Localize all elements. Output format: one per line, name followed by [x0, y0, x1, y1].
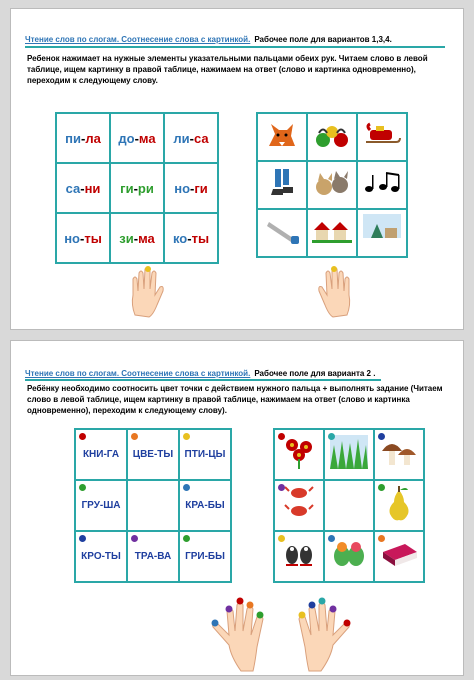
color-dot	[378, 535, 385, 542]
music-notes-icon	[363, 171, 401, 195]
syllable-separator: -	[133, 180, 138, 196]
syllable-separator: -	[189, 130, 194, 146]
syllable: ты	[84, 230, 102, 246]
color-dot	[131, 535, 138, 542]
color-dot	[183, 535, 190, 542]
finger-dot	[226, 606, 233, 613]
word-cell[interactable]	[164, 163, 218, 213]
houses-icon	[312, 216, 352, 246]
color-dot	[131, 433, 138, 440]
picture-cell[interactable]	[324, 429, 374, 480]
word-cell[interactable]	[127, 480, 179, 531]
syllable-separator: -	[79, 230, 85, 246]
color-dot	[328, 433, 335, 440]
word-cell[interactable]	[110, 163, 164, 213]
picture-cell[interactable]	[324, 531, 374, 582]
finger-dot	[344, 620, 351, 627]
color-dot	[278, 433, 285, 440]
syllable: ла	[85, 130, 101, 146]
saw-icon	[263, 216, 301, 246]
title-link[interactable]: Чтение слов по слогам. Соотнесение слова с картинкой.	[25, 35, 251, 44]
title-variant: Рабочее поле для вариантов 1,3,4.	[254, 35, 392, 44]
syllable: ли	[173, 130, 190, 146]
title-variant: Рабочее поле для варианта 2 .	[254, 369, 376, 378]
syllable-separator: -	[133, 230, 139, 246]
worksheet-page-1	[10, 8, 464, 330]
book-icon	[379, 540, 419, 568]
color-dot	[328, 535, 335, 542]
word-label: ЦВЕ-ТЫ	[132, 449, 174, 460]
color-dot	[278, 484, 285, 491]
cats-icon	[314, 167, 350, 199]
picture-cell[interactable]	[274, 429, 324, 480]
picture-cell[interactable]	[357, 209, 407, 257]
finger-dot	[299, 612, 306, 619]
picture-cell[interactable]	[357, 161, 407, 209]
picture-grid	[256, 112, 408, 258]
instruction-text: Ребенок нажимает на нужные элементы указательными пальцами обеих рук. Читаем слово в левой таблице, ищем картинку в правой таблице, нажимаем на ответ (слово и картинка одновременно), переходим к следующему слову.	[27, 54, 428, 85]
picture-cell[interactable]	[257, 209, 307, 257]
syllable: ги	[194, 180, 208, 196]
syllable-separator: -	[80, 180, 85, 196]
word-cell[interactable]	[127, 531, 179, 582]
picture-cell[interactable]	[374, 429, 424, 480]
color-dot	[183, 433, 190, 440]
word-grid	[74, 428, 232, 583]
fox-icon	[265, 120, 299, 150]
picture-cell[interactable]	[307, 209, 357, 257]
color-dot	[79, 484, 86, 491]
word-label: ГРУ-ША	[81, 500, 121, 511]
color-dot	[79, 433, 86, 440]
worksheet-page-2	[10, 340, 464, 676]
word-grid	[55, 112, 219, 264]
syllable-separator: -	[134, 130, 139, 146]
picture-grid	[273, 428, 425, 583]
picture-cell[interactable]	[324, 480, 374, 531]
finger-dot	[237, 598, 244, 605]
color-dot	[378, 484, 385, 491]
grass-icon	[330, 435, 368, 469]
word-label: КРА-БЫ	[185, 500, 225, 511]
syllable-separator: -	[190, 180, 195, 196]
word-cell[interactable]	[75, 480, 127, 531]
finger-dot	[247, 602, 254, 609]
syllable: зи	[119, 230, 134, 246]
right-hand-icon	[313, 265, 355, 321]
word-cell[interactable]	[164, 113, 218, 163]
finger-dot	[257, 612, 264, 619]
finger-dot	[319, 598, 326, 605]
title-underline	[25, 379, 381, 381]
picture-cell[interactable]	[274, 480, 324, 531]
picture-cell[interactable]	[374, 531, 424, 582]
kettlebells-icon	[314, 120, 350, 150]
syllable-separator: -	[81, 130, 86, 146]
word-cell[interactable]	[56, 113, 110, 163]
syllable: ги	[120, 180, 134, 196]
word-cell[interactable]	[164, 213, 218, 263]
syllable: но	[64, 230, 80, 246]
word-cell[interactable]	[179, 480, 231, 531]
color-dot	[79, 535, 86, 542]
syllable: ма	[138, 230, 155, 246]
word-cell[interactable]	[127, 429, 179, 480]
picture-cell[interactable]	[374, 480, 424, 531]
word-label: КРО-ТЫ	[81, 551, 121, 562]
crabs-icon	[284, 483, 314, 523]
syllable-separator: -	[187, 230, 192, 246]
flowers-icon	[282, 435, 316, 469]
instruction-text: Ребёнку необходимо соотносить цвет точки с действием нужного пальца + выполнять задание (Читаем слово в левой таблице, ищем картинку в правой таблице, нажимаем на ответ (слово и картинка одновременно), переходим к следующему слову).	[27, 384, 443, 415]
picture-cell[interactable]	[257, 161, 307, 209]
word-cell[interactable]	[110, 113, 164, 163]
title-link[interactable]: Чтение слов по слогам. Соотнесение слова с картинкой.	[25, 369, 251, 378]
mushrooms-icon	[380, 435, 418, 469]
finger-dot	[309, 602, 316, 609]
lovebirds-icon	[330, 538, 368, 570]
syllable: ри	[137, 180, 154, 196]
legs-icon	[267, 167, 297, 199]
word-cell[interactable]	[110, 213, 164, 263]
syllable: пи	[65, 130, 81, 146]
title-underline	[25, 46, 445, 48]
word-cell[interactable]	[75, 429, 127, 480]
syllable: ты	[191, 230, 210, 246]
color-dot	[378, 433, 385, 440]
syllable: ко	[172, 230, 188, 246]
picture-cell[interactable]	[274, 531, 324, 582]
finger-dot	[212, 620, 219, 627]
sleigh-icon	[362, 120, 402, 150]
color-dot	[278, 535, 285, 542]
word-label: ПТИ-ЦЫ	[184, 449, 226, 460]
word-label: ГРИ-БЫ	[185, 551, 225, 562]
syllable: но	[174, 180, 191, 196]
syllable: ма	[138, 130, 156, 146]
word-cell[interactable]	[56, 163, 110, 213]
word-cell[interactable]	[75, 531, 127, 582]
syllable: до	[118, 130, 135, 146]
word-label: ТРА-ВА	[134, 551, 172, 562]
winter-icon	[363, 214, 401, 248]
word-label: КНИ-ГА	[82, 449, 120, 460]
page-title	[25, 35, 392, 44]
word-cell[interactable]	[179, 531, 231, 582]
syllable: са	[193, 130, 209, 146]
pear-icon	[384, 484, 414, 522]
word-cell[interactable]	[56, 213, 110, 263]
syllable: ни	[84, 180, 101, 196]
word-cell[interactable]	[179, 429, 231, 480]
picture-cell[interactable]	[307, 113, 357, 161]
left-hand-icon	[127, 265, 169, 321]
page-title	[25, 369, 375, 378]
finger-dot	[330, 606, 337, 613]
picture-cell[interactable]	[307, 161, 357, 209]
colored-fingers-hands-icon	[201, 597, 361, 673]
moles-icon	[282, 539, 316, 569]
syllable: са	[65, 180, 81, 196]
picture-cell[interactable]	[357, 113, 407, 161]
color-dot	[183, 484, 190, 491]
picture-cell[interactable]	[257, 113, 307, 161]
